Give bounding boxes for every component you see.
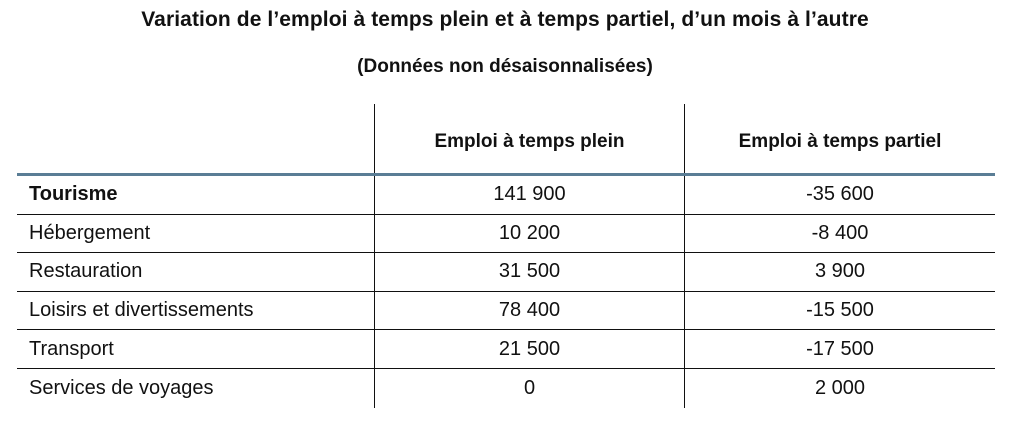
header-category [17, 104, 374, 173]
header-full-time: Emploi à temps plein [374, 104, 684, 173]
row-label: Restauration [29, 260, 143, 283]
full-time-value: 141 900 [374, 176, 684, 214]
row-label: Transport [29, 337, 114, 360]
table-header-row [17, 104, 995, 176]
part-time-value: 3 900 [684, 253, 995, 291]
employment-table [17, 104, 995, 408]
header-part-time: Emploi à temps partiel [684, 104, 995, 173]
table-row [17, 176, 995, 215]
full-time-value: 31 500 [374, 253, 684, 291]
table-row [17, 215, 995, 254]
table-title: Variation de l’emploi à temps plein et à temps partiel, d’un mois à l’autre [141, 8, 869, 31]
full-time-value: 10 200 [374, 215, 684, 253]
table-row [17, 253, 995, 292]
row-label: Tourisme [29, 183, 118, 206]
part-time-value: 2 000 [684, 369, 995, 408]
table-row [17, 292, 995, 331]
row-label: Hébergement [29, 221, 151, 244]
part-time-value: -35 600 [684, 176, 995, 214]
table-subtitle: (Données non désaisonnalisées) [357, 56, 653, 77]
table-row [17, 369, 995, 408]
part-time-value: -17 500 [684, 330, 995, 368]
row-label: Loisirs et divertissements [29, 299, 254, 322]
full-time-value: 0 [374, 369, 684, 408]
row-label: Services de voyages [29, 376, 214, 399]
full-time-value: 78 400 [374, 292, 684, 330]
part-time-value: -8 400 [684, 215, 995, 253]
full-time-value: 21 500 [374, 330, 684, 368]
table-row [17, 330, 995, 369]
part-time-value: -15 500 [684, 292, 995, 330]
